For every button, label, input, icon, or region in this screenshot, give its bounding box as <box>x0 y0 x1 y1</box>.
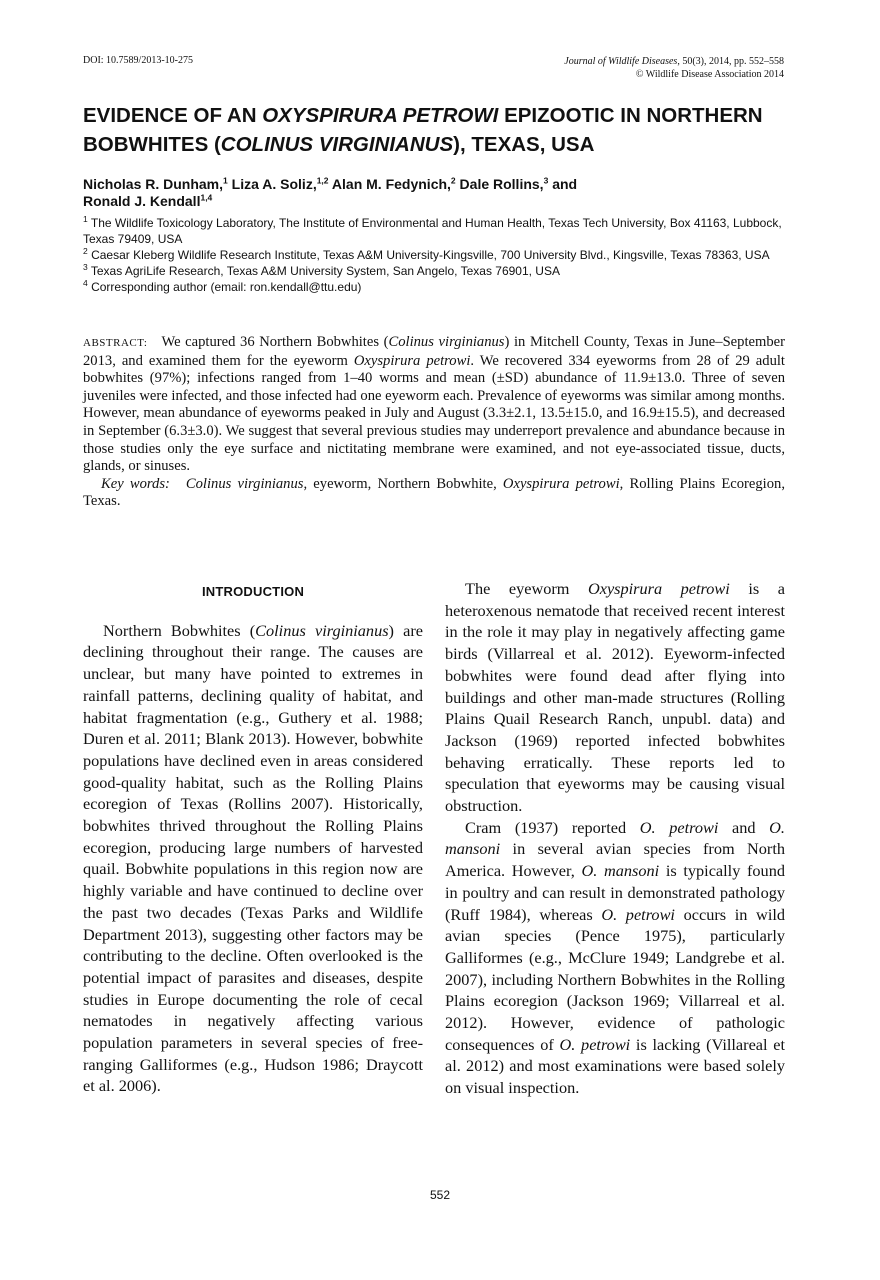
affiliation-number: 2 <box>83 246 88 256</box>
author-name: Dale Rollins, <box>459 176 544 192</box>
author-name: Ronald J. Kendall <box>83 193 201 209</box>
body-text: is lacking (Villareal et al. 2012) and most examinations were based solely on visual inspection. <box>445 1034 786 1098</box>
affiliation-text: Corresponding author (email: ron.kendall@ttu.edu) <box>91 280 362 294</box>
author-name: Alan M. Fedynich, <box>331 176 451 192</box>
affiliation-list <box>83 215 788 295</box>
author-separator: and <box>548 176 578 192</box>
title-part: ), TEXAS, USA <box>453 133 595 156</box>
abstract-species-italic: Colinus virginianus <box>388 334 505 350</box>
affiliation-text: The Wildlife Toxicology Laboratory, The Institute of Environmental and Human Health, Texas Tech University, Box 41163, Lubbock, Texas 79409, USA <box>83 216 782 246</box>
species-italic: O. petrowi <box>559 1034 631 1054</box>
abstract-species-italic: Oxyspirura petrowi <box>353 352 471 369</box>
author-affil-ref: 3 <box>543 175 549 186</box>
body-text: The eyeworm <box>465 579 588 598</box>
keywords-text: , Rolling Plains Ecoregion, Texas. <box>83 475 785 510</box>
keywords-text: , eyeworm, Northern Bobwhite, <box>303 475 503 492</box>
body-column-left <box>83 578 423 1097</box>
section-heading: INTRODUCTION <box>201 584 305 599</box>
title-part: EVIDENCE OF AN <box>83 104 263 127</box>
author-affil-ref: 1,4 <box>200 192 213 203</box>
affiliation-number: 4 <box>83 278 88 288</box>
affiliation-text: Caesar Kleberg Wildlife Research Institute, Texas A&M University-Kingsville, 700 University Blvd., Kingsville, Texas 78363, USA <box>91 248 770 262</box>
copyright-line: © Wildlife Disease Association 2014 <box>635 69 784 80</box>
title-part: EPIZOOTIC IN NORTHERN BOBWHITES ( <box>83 104 763 156</box>
body-column-right <box>445 578 785 1099</box>
species-italic: Oxyspirura petrowi <box>587 579 730 598</box>
title-species-italic: OXYSPIRURA PETROWI <box>262 104 499 127</box>
keywords-paragraph <box>83 476 785 511</box>
journal-line <box>564 55 784 68</box>
title-species-italic: COLINUS VIRGINIANUS <box>220 133 454 156</box>
body-text: is typically found in poultry and can result in demonstrated pathology (Ruff 1984), whereas <box>445 861 785 924</box>
author-affil-ref: 2 <box>450 175 456 186</box>
affiliation-item <box>83 247 788 263</box>
body-text: in several avian species from North America. However, <box>445 839 785 881</box>
journal-name: Journal of Wildlife Diseases <box>564 56 678 67</box>
body-paragraph <box>445 817 785 1099</box>
species-italic: O. petrowi <box>639 817 719 837</box>
affiliation-item <box>83 263 788 279</box>
journal-volume-pages: , 50(3), 2014, pp. 552–558 <box>677 56 784 67</box>
body-text: occurs in wild avian species (Pence 1975), particularly Galliformes (e.g., McClure 1949; Landgrebe et al. 2007), including Northern Bobwhites in the Rolling Plains ecoregion (Jackson 1969; Villarreal et al. 2012). However, evidence of pathologic consequences of <box>445 904 786 1054</box>
abstract-text: ) in Mitchell County, Texas in June–September 2013, and examined them for the eyeworm <box>83 334 785 369</box>
body-text: and <box>718 817 770 837</box>
author-affil-ref: 1 <box>223 175 228 186</box>
journal-citation <box>564 55 784 81</box>
body-text: Cram (1937) reported <box>465 817 640 837</box>
article-title <box>83 101 793 159</box>
species-italic: Colinus virginianus <box>255 620 389 640</box>
species-italic: O. mansoni <box>445 817 785 859</box>
author-list <box>83 176 783 210</box>
species-italic: O. petrowi <box>601 904 675 924</box>
abstract-label: ABSTRACT: <box>83 337 148 349</box>
abstract-block <box>83 334 785 511</box>
author-affil-ref: 1,2 <box>316 175 329 186</box>
body-paragraph <box>83 620 423 1097</box>
doi-text: DOI: 10.7589/2013-10-275 <box>83 55 193 66</box>
keyword-italic: Oxyspirura petrowi <box>502 475 620 492</box>
affiliation-item <box>83 215 788 247</box>
abstract-paragraph <box>83 334 785 476</box>
affiliation-item <box>83 279 788 295</box>
body-text: is a heteroxenous nematode that received recent interest in the role it may play in negatively affecting game birds (Villarreal et al. 2012). Eyeworm-infected bobwhites were found dead after flying into buildings and other man-made structures (Rolling Plains Quail Research Ranch, unpubl. data) and Jackson (1969) reported infected bobwhites behaving erratically. These reports led to speculation that eyeworms may be causing visual obstruction. <box>445 579 785 816</box>
author-name: Liza A. Soliz, <box>231 176 317 192</box>
affiliation-number: 3 <box>83 262 88 272</box>
author-name: Nicholas R. Dunham, <box>83 176 224 192</box>
body-text: ) are declining throughout their range. The causes are unclear, but many have pointed to extremes in rainfall patterns, declining quality of habitat, and habitat fragmentation (e.g., Guthery et al. 1988; Duren et al. 2011; Blank 2013). However, bobwhite populations have declined even in areas considered good-quality habitat, such as the Rolling Plains ecoregion of Texas (Rollins 2007). Historically, bobwhites thrived throughout the Rolling Plains ecoregion, producing large numbers of harvested quail. Bobwhite populations in this region now are highly variable and have continued to decline over the past two decades (Texas Parks and Wildlife Department 2013), suggesting other factors may be contributing to the decline. Often overlooked is the potential impact of parasites and diseases, despite studies in Europe documenting the role of cecal nematodes in negatively affecting various population parameters in several species of free-ranging Galliformes (e.g., Hudson 1986; Draycott et al. 2006). <box>83 620 423 1096</box>
page-number: 552 <box>429 1188 451 1202</box>
body-paragraph <box>445 578 785 817</box>
affiliation-text: Texas AgriLife Research, Texas A&M University System, San Angelo, Texas 76901, USA <box>90 264 560 278</box>
species-italic: O. mansoni <box>581 861 660 881</box>
affiliation-number: 1 <box>83 214 88 224</box>
abstract-text: . We recovered 334 eyeworms from 28 of 29 adult bobwhites (97%); infections ranged from 1–40 worms and mean (±SD) abundance of 11.9±13.0. Three of seven juveniles were infected, and those infected had one eyeworm each. Prevalence of eyeworms was similar among months. However, mean abundance of eyeworms peaked in July and August (3.3±2.1, 13.5±15.0, and 16.9±15.5), and decreased in September (6.3±3.0). We suggest that several previous studies may underreport prevalence and abundance because in those studies only the eye surface and nictitating membrane were examined, and not eye-associated tissue, ducts, glands, or sinuses. <box>83 352 785 475</box>
keyword-italic: Colinus virginianus <box>185 475 304 492</box>
body-text: Northern Bobwhites ( <box>103 620 256 640</box>
keywords-label: Key words: <box>101 475 170 492</box>
abstract-text: We captured 36 Northern Bobwhites ( <box>161 334 389 350</box>
